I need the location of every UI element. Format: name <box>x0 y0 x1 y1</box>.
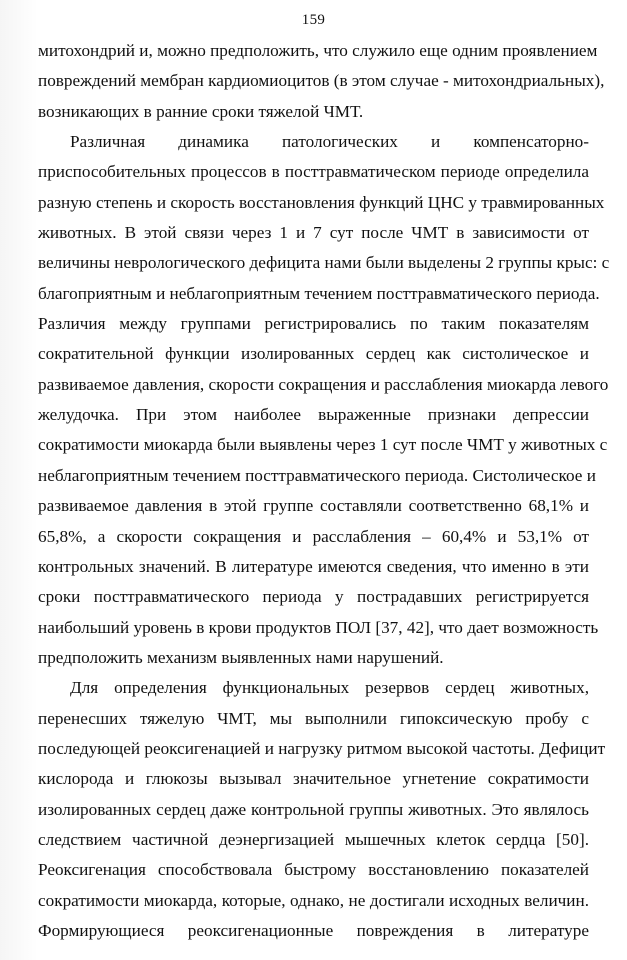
text-line: желудочка. При этом наиболее выраженные признаки депрессии <box>38 405 589 425</box>
text-line: изолированных сердец даже контрольной группы животных. Это являлось <box>38 799 589 819</box>
paragraph-1 <box>38 36 605 127</box>
text-line: сократимости миокарда были выявлены через 1 сут после ЧМТ у животных с <box>38 435 608 455</box>
text-line: приспособительных процессов в посттравматическом периоде определила <box>38 162 589 182</box>
text-line: разную степень и скорость восстановления функций ЦНС у травмированных <box>38 192 605 212</box>
text-line: развиваемое давления, скорости сокращения и расслабления миокарда левого <box>38 374 609 394</box>
text-line: сроки посттравматического периода у пострадавших регистрируется <box>38 587 589 607</box>
page-number: 159 <box>301 12 326 28</box>
text-line: повреждений мембран кардиомиоцитов (в этом случае - митохондриальных), <box>38 71 605 91</box>
text-line: Для определения функциональных резервов сердец животных, <box>70 678 589 698</box>
text-line: митохондрий и, можно предположить, что служило еще одним проявлением <box>38 41 598 60</box>
text-line: возникающих в ранние сроки тяжелой ЧМТ. <box>38 101 364 121</box>
text-line: наибольший уровень в крови продуктов ПОЛ [37, 42], что дает возможность <box>38 617 599 637</box>
scan-edge-shadow <box>0 0 38 960</box>
text-line: неблагоприятным течением посттравматического периода. Систолическое и <box>38 465 596 485</box>
text-line: сократительной функции изолированных сердец как систолическое и <box>38 344 589 364</box>
paragraph-3 <box>38 673 606 946</box>
text-line: развиваемое давления в этой группе составляли соответственно 68,1% и <box>38 496 589 516</box>
text-line: Различная динамика патологических и компенсаторно- <box>70 132 589 152</box>
text-line: 65,8%, а скорости сокращения и расслабления – 60,4% и 53,1% от <box>38 526 589 546</box>
text-line: величины неврологического дефицита нами были выделены 2 группы крыс: с <box>38 253 610 273</box>
text-line: Формирующиеся реоксигенационные повреждения в литературе <box>38 920 589 940</box>
text-line: Различия между группами регистрировались по таким показателям <box>38 314 589 334</box>
text-line: Реоксигенация способствовала быстрому восстановлению показателей <box>38 860 589 880</box>
text-line: сократимости миокарда, которые, однако, не достигали исходных величин. <box>38 890 589 910</box>
text-line: кислорода и глюкозы вызывал значительное угнетение сократимости <box>38 769 589 789</box>
text-line: предположить механизм выявленных нами нарушений. <box>38 647 444 667</box>
paragraph-2 <box>38 127 610 673</box>
text-line: животных. В этой связи через 1 и 7 сут после ЧМТ в зависимости от <box>38 223 589 243</box>
text-line: контрольных значений. В литературе имеются сведения, что именно в эти <box>38 556 589 576</box>
text-line: перенесших тяжелую ЧМТ, мы выполнили гипоксическую пробу с <box>38 708 589 728</box>
text-line: благоприятным и неблагоприятным течением посттравматического периода. <box>38 283 600 303</box>
body-text <box>38 36 610 946</box>
text-line: следствием частичной деэнергизацией мышечных клеток сердца [50]. <box>38 829 589 849</box>
text-line: последующей реоксигенацией и нагрузку ритмом высокой частоты. Дефицит <box>38 738 606 758</box>
